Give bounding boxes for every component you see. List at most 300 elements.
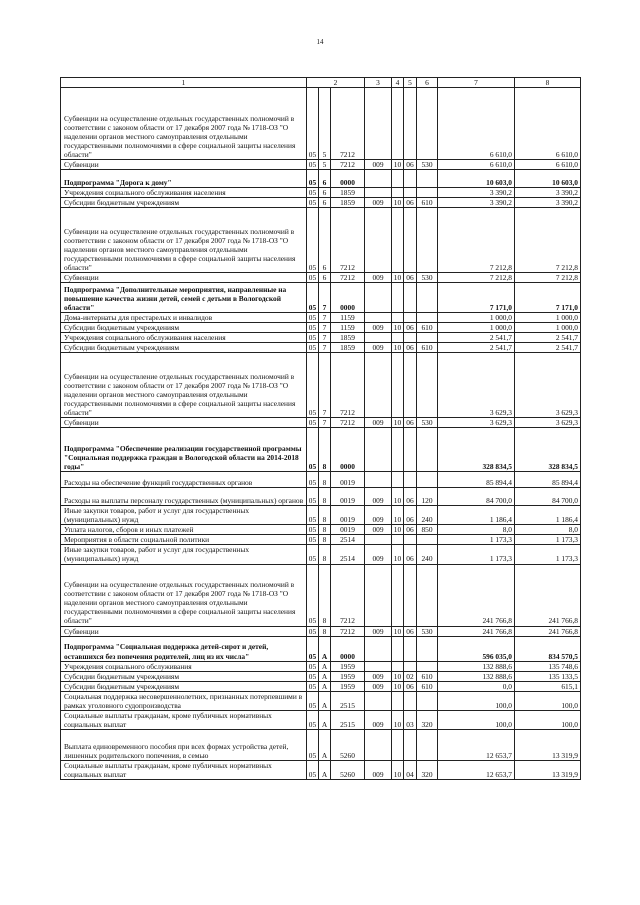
code-subsection: 06	[404, 626, 417, 636]
table-row	[61, 545, 581, 564]
code-ministry: 009	[365, 323, 392, 333]
header-cell: 4	[392, 78, 404, 88]
row-label: Субсидии бюджетным учреждениям	[61, 323, 307, 333]
row-label: Социальные выплаты гражданам, кроме публичных нормативных социальных выплат	[61, 760, 307, 779]
code-section-2: 10	[392, 681, 404, 691]
code-subsection	[404, 170, 417, 188]
code-subsection	[404, 208, 417, 273]
code-subprogram: 8	[319, 545, 331, 564]
code-subsection: 06	[404, 488, 417, 506]
code-target: 0019	[331, 488, 365, 506]
code-section: 05	[307, 564, 319, 626]
code-subsection	[404, 313, 417, 323]
row-label: Субвенции на осуществление отдельных государственных полномочий в соответствии с законом области от 17 декабря 2007 года № 1718-ОЗ "О наделении органов местного самоуправления отдельными государственными полномочиями в сфере социальной защиты населения области"	[61, 564, 307, 626]
amount-col-7: 8,0	[438, 525, 515, 535]
amount-col-7: 12 653,7	[438, 729, 515, 760]
code-section-2: 10	[392, 626, 404, 636]
code-target: 1159	[331, 323, 365, 333]
amount-col-8: 1 000,0	[515, 313, 581, 323]
row-label: Расходы на обеспечение функций государственных органов	[61, 472, 307, 488]
code-section: 05	[307, 472, 319, 488]
row-label: Субсидии бюджетным учреждениям	[61, 343, 307, 353]
code-subsection	[404, 333, 417, 343]
code-subprogram: 6	[319, 273, 331, 283]
code-subprogram: А	[319, 729, 331, 760]
code-subprogram: 5	[319, 88, 331, 160]
code-section-2: 10	[392, 760, 404, 779]
table-row	[61, 525, 581, 535]
code-section: 05	[307, 323, 319, 333]
code-target: 1959	[331, 681, 365, 691]
code-section: 05	[307, 535, 319, 545]
table-row	[61, 681, 581, 691]
code-target: 0019	[331, 506, 365, 525]
code-target: 7212	[331, 160, 365, 170]
code-expense-type	[417, 428, 438, 472]
table-row	[61, 729, 581, 760]
table-row	[61, 188, 581, 198]
code-subprogram: 7	[319, 283, 331, 313]
code-section: 05	[307, 313, 319, 323]
code-subsection: 04	[404, 760, 417, 779]
amount-col-7: 132 888,6	[438, 661, 515, 671]
code-section: 05	[307, 506, 319, 525]
code-section: 05	[307, 681, 319, 691]
code-section: 05	[307, 333, 319, 343]
code-subprogram: 8	[319, 488, 331, 506]
code-subprogram: А	[319, 691, 331, 710]
table-row	[61, 535, 581, 545]
code-ministry	[365, 353, 392, 418]
code-ministry	[365, 691, 392, 710]
code-subsection	[404, 691, 417, 710]
code-subprogram: 7	[319, 333, 331, 343]
table-row	[61, 160, 581, 170]
code-section-2: 10	[392, 710, 404, 729]
code-target: 1859	[331, 188, 365, 198]
code-subsection	[404, 353, 417, 418]
amount-col-8: 834 570,5	[515, 636, 581, 661]
code-target: 2514	[331, 545, 365, 564]
code-expense-type	[417, 691, 438, 710]
code-subsection	[404, 564, 417, 626]
code-expense-type	[417, 472, 438, 488]
row-label: Мероприятия в области социальной политики	[61, 535, 307, 545]
code-subprogram: А	[319, 661, 331, 671]
code-target: 2514	[331, 535, 365, 545]
table-row	[61, 710, 581, 729]
table-row	[61, 488, 581, 506]
row-label: Подпрограмма "Дополнительные мероприятия, направленные на повышение качества жизни детей, семей с детьми в Вологодской области"	[61, 283, 307, 313]
code-expense-type: 530	[417, 273, 438, 283]
code-target: 7212	[331, 88, 365, 160]
code-subprogram: 6	[319, 208, 331, 273]
amount-col-8: 3 629,3	[515, 353, 581, 418]
amount-col-7: 7 212,8	[438, 208, 515, 273]
amount-col-8: 1 173,3	[515, 535, 581, 545]
amount-col-7: 100,0	[438, 691, 515, 710]
code-subprogram: 8	[319, 626, 331, 636]
amount-col-7: 2 541,7	[438, 343, 515, 353]
row-label: Субвенции на осуществление отдельных государственных полномочий в соответствии с законом области от 17 декабря 2007 года № 1718-ОЗ "О наделении органов местного самоуправления отдельными государственными полномочиями в сфере социальной защиты населения области"	[61, 353, 307, 418]
amount-col-7: 0,0	[438, 681, 515, 691]
amount-col-7: 7 212,8	[438, 273, 515, 283]
row-label: Иные закупки товаров, работ и услуг для государственных (муниципальных) нужд	[61, 506, 307, 525]
code-target: 0000	[331, 170, 365, 188]
code-ministry: 009	[365, 671, 392, 681]
amount-col-8: 2 541,7	[515, 333, 581, 343]
code-subsection: 03	[404, 710, 417, 729]
code-subsection	[404, 283, 417, 313]
header-cell: 7	[438, 78, 515, 88]
code-section-2: 10	[392, 506, 404, 525]
row-label: Уплата налогов, сборов и иных платежей	[61, 525, 307, 535]
code-target: 7212	[331, 626, 365, 636]
code-section: 05	[307, 691, 319, 710]
code-target: 0019	[331, 472, 365, 488]
amount-col-7: 3 390,2	[438, 198, 515, 208]
amount-col-8: 100,0	[515, 691, 581, 710]
amount-col-8: 3 390,2	[515, 188, 581, 198]
code-section: 05	[307, 188, 319, 198]
code-target: 0019	[331, 525, 365, 535]
page-number: 14	[316, 38, 324, 46]
code-section: 05	[307, 671, 319, 681]
code-subsection: 06	[404, 418, 417, 428]
code-subsection: 06	[404, 273, 417, 283]
amount-col-8: 3 390,2	[515, 198, 581, 208]
table-row	[61, 661, 581, 671]
code-expense-type: 530	[417, 160, 438, 170]
row-label: Иные закупки товаров, работ и услуг для государственных (муниципальных) нужд	[61, 545, 307, 564]
amount-col-7: 3 390,2	[438, 188, 515, 198]
row-label: Подпрограмма "Дорога к дому"	[61, 170, 307, 188]
code-target: 5260	[331, 760, 365, 779]
code-ministry	[365, 170, 392, 188]
code-expense-type	[417, 170, 438, 188]
code-ministry: 009	[365, 760, 392, 779]
code-section: 05	[307, 636, 319, 661]
code-section-2	[392, 170, 404, 188]
code-subprogram: 8	[319, 472, 331, 488]
code-ministry: 009	[365, 681, 392, 691]
amount-col-8: 85 894,4	[515, 472, 581, 488]
code-ministry	[365, 535, 392, 545]
amount-col-8: 6 610,0	[515, 88, 581, 160]
code-target: 7212	[331, 418, 365, 428]
code-subsection	[404, 188, 417, 198]
code-section: 05	[307, 545, 319, 564]
code-expense-type	[417, 333, 438, 343]
code-section: 05	[307, 170, 319, 188]
amount-col-8: 6 610,0	[515, 160, 581, 170]
code-section: 05	[307, 273, 319, 283]
code-section-2	[392, 729, 404, 760]
code-section-2: 10	[392, 160, 404, 170]
code-target: 0000	[331, 636, 365, 661]
code-section: 05	[307, 198, 319, 208]
code-section-2	[392, 472, 404, 488]
code-expense-type: 320	[417, 760, 438, 779]
header-cell: 2	[307, 78, 365, 88]
code-ministry	[365, 88, 392, 160]
code-expense-type: 610	[417, 681, 438, 691]
amount-col-8: 1 173,3	[515, 545, 581, 564]
amount-col-8: 615,1	[515, 681, 581, 691]
amount-col-8: 13 319,9	[515, 729, 581, 760]
code-section-2	[392, 88, 404, 160]
code-subsection	[404, 472, 417, 488]
code-subprogram: 5	[319, 160, 331, 170]
code-expense-type: 240	[417, 506, 438, 525]
code-expense-type	[417, 636, 438, 661]
code-section-2	[392, 428, 404, 472]
amount-col-7: 1 000,0	[438, 323, 515, 333]
code-ministry	[365, 333, 392, 343]
table-row	[61, 626, 581, 636]
amount-col-8: 8,0	[515, 525, 581, 535]
code-section-2: 10	[392, 545, 404, 564]
code-section: 05	[307, 710, 319, 729]
table-row	[61, 208, 581, 273]
header-cell: 5	[404, 78, 417, 88]
table-row	[61, 198, 581, 208]
header-row	[61, 78, 581, 88]
code-subprogram: 8	[319, 506, 331, 525]
code-expense-type: 610	[417, 343, 438, 353]
code-ministry: 009	[365, 198, 392, 208]
code-subsection: 06	[404, 323, 417, 333]
amount-col-8: 135 133,5	[515, 671, 581, 681]
row-label: Учреждения социального обслуживания	[61, 661, 307, 671]
amount-col-7: 6 610,0	[438, 160, 515, 170]
row-label: Субвенции	[61, 273, 307, 283]
code-target: 1859	[331, 343, 365, 353]
code-section-2	[392, 283, 404, 313]
code-section-2	[392, 333, 404, 343]
row-label: Социальные выплаты гражданам, кроме публичных нормативных социальных выплат	[61, 710, 307, 729]
budget-table	[60, 77, 581, 780]
amount-col-7: 1 173,3	[438, 535, 515, 545]
code-subsection	[404, 428, 417, 472]
code-target: 7212	[331, 564, 365, 626]
code-target: 1859	[331, 198, 365, 208]
code-ministry: 009	[365, 488, 392, 506]
table-row	[61, 428, 581, 472]
code-section: 05	[307, 418, 319, 428]
code-section-2: 10	[392, 343, 404, 353]
amount-col-8: 135 748,6	[515, 661, 581, 671]
code-ministry	[365, 636, 392, 661]
row-label: Субсидии бюджетным учреждениям	[61, 198, 307, 208]
amount-col-8: 7 212,8	[515, 208, 581, 273]
header-cell: 1	[61, 78, 307, 88]
amount-col-8: 2 541,7	[515, 343, 581, 353]
code-section-2: 10	[392, 273, 404, 283]
code-subsection	[404, 535, 417, 545]
amount-col-8: 13 319,9	[515, 760, 581, 779]
code-ministry	[365, 564, 392, 626]
code-target: 7212	[331, 208, 365, 273]
code-expense-type	[417, 564, 438, 626]
amount-col-8: 1 186,4	[515, 506, 581, 525]
code-ministry: 009	[365, 506, 392, 525]
code-expense-type	[417, 729, 438, 760]
code-section-2	[392, 636, 404, 661]
table-row	[61, 88, 581, 160]
code-ministry	[365, 208, 392, 273]
amount-col-8: 84 700,0	[515, 488, 581, 506]
code-expense-type	[417, 313, 438, 323]
amount-col-8: 328 834,5	[515, 428, 581, 472]
table-row	[61, 564, 581, 626]
code-target: 0000	[331, 283, 365, 313]
table-row	[61, 472, 581, 488]
code-section: 05	[307, 525, 319, 535]
code-subprogram: А	[319, 760, 331, 779]
code-section-2: 10	[392, 488, 404, 506]
code-section-2: 10	[392, 525, 404, 535]
row-label: Субсидии бюджетным учреждениям	[61, 681, 307, 691]
code-ministry: 009	[365, 418, 392, 428]
table-row	[61, 418, 581, 428]
amount-col-7: 6 610,0	[438, 88, 515, 160]
amount-col-8: 10 603,0	[515, 170, 581, 188]
code-section-2	[392, 661, 404, 671]
header-cell: 3	[365, 78, 392, 88]
amount-col-7: 241 766,8	[438, 564, 515, 626]
code-section-2: 10	[392, 198, 404, 208]
code-subsection: 06	[404, 343, 417, 353]
amount-col-7: 100,0	[438, 710, 515, 729]
amount-col-7: 85 894,4	[438, 472, 515, 488]
code-section: 05	[307, 760, 319, 779]
code-ministry	[365, 661, 392, 671]
code-section: 05	[307, 88, 319, 160]
code-target: 1959	[331, 671, 365, 681]
code-expense-type: 120	[417, 488, 438, 506]
code-expense-type	[417, 208, 438, 273]
amount-col-8: 1 000,0	[515, 323, 581, 333]
table-row	[61, 343, 581, 353]
row-label: Подпрограмма "Социальная поддержка детей-сирот и детей, оставшихся без попечения родителей, лиц из их числа"	[61, 636, 307, 661]
table-row	[61, 760, 581, 779]
code-subsection	[404, 88, 417, 160]
code-expense-type: 850	[417, 525, 438, 535]
code-subsection: 06	[404, 681, 417, 691]
row-label: Субсидии бюджетным учреждениям	[61, 671, 307, 681]
code-subsection: 06	[404, 198, 417, 208]
code-subsection	[404, 729, 417, 760]
code-target: 2515	[331, 691, 365, 710]
code-expense-type	[417, 353, 438, 418]
code-subsection: 06	[404, 525, 417, 535]
code-subprogram: 7	[319, 343, 331, 353]
code-subsection	[404, 636, 417, 661]
code-section: 05	[307, 353, 319, 418]
table-row	[61, 323, 581, 333]
code-section-2	[392, 353, 404, 418]
amount-col-8: 7 212,8	[515, 273, 581, 283]
code-section: 05	[307, 428, 319, 472]
code-subprogram: 6	[319, 198, 331, 208]
amount-col-8: 7 171,0	[515, 283, 581, 313]
code-expense-type	[417, 283, 438, 313]
table-row	[61, 671, 581, 681]
header-cell: 6	[417, 78, 438, 88]
amount-col-7: 328 834,5	[438, 428, 515, 472]
code-target: 1959	[331, 661, 365, 671]
code-subprogram: 7	[319, 323, 331, 333]
code-section: 05	[307, 729, 319, 760]
amount-col-7: 1 186,4	[438, 506, 515, 525]
table-row	[61, 333, 581, 343]
amount-col-7: 241 766,8	[438, 626, 515, 636]
code-section-2	[392, 535, 404, 545]
code-subprogram: 7	[319, 418, 331, 428]
amount-col-7: 132 888,6	[438, 671, 515, 681]
code-section-2: 10	[392, 671, 404, 681]
code-section-2	[392, 188, 404, 198]
table-row	[61, 506, 581, 525]
code-subprogram: 6	[319, 188, 331, 198]
code-ministry: 009	[365, 343, 392, 353]
row-label: Выплата единовременного пособия при всех формах устройства детей, лишенных родительского попечения, в семью	[61, 729, 307, 760]
amount-col-7: 596 035,0	[438, 636, 515, 661]
code-target: 7212	[331, 273, 365, 283]
code-ministry: 009	[365, 525, 392, 535]
code-section-2	[392, 564, 404, 626]
amount-col-7: 12 653,7	[438, 760, 515, 779]
amount-col-8: 100,0	[515, 710, 581, 729]
row-label: Субвенции на осуществление отдельных государственных полномочий в соответствии с законом области от 17 декабря 2007 года № 1718-ОЗ "О наделении органов местного самоуправления отдельными государственными полномочиями в сфере социальной защиты населения области"	[61, 208, 307, 273]
code-target: 1859	[331, 333, 365, 343]
code-expense-type: 240	[417, 545, 438, 564]
row-label: Расходы на выплаты персоналу государственных (муниципальных) органов	[61, 488, 307, 506]
code-subprogram: 8	[319, 525, 331, 535]
code-subprogram: 6	[319, 170, 331, 188]
amount-col-7: 3 629,3	[438, 353, 515, 418]
code-subprogram: А	[319, 710, 331, 729]
code-ministry: 009	[365, 710, 392, 729]
code-target: 5260	[331, 729, 365, 760]
row-label: Дома-интернаты для престарелых и инвалидов	[61, 313, 307, 323]
amount-col-7: 1 173,3	[438, 545, 515, 564]
code-section-2	[392, 208, 404, 273]
table-row	[61, 170, 581, 188]
table-row	[61, 636, 581, 661]
code-ministry	[365, 188, 392, 198]
amount-col-7: 10 603,0	[438, 170, 515, 188]
code-expense-type: 530	[417, 626, 438, 636]
table-row	[61, 313, 581, 323]
code-expense-type: 610	[417, 323, 438, 333]
code-ministry: 009	[365, 160, 392, 170]
code-target: 0000	[331, 428, 365, 472]
code-subsection	[404, 661, 417, 671]
code-section-2	[392, 313, 404, 323]
code-ministry: 009	[365, 545, 392, 564]
table-row	[61, 353, 581, 418]
code-subsection: 02	[404, 671, 417, 681]
amount-col-7: 84 700,0	[438, 488, 515, 506]
code-subprogram: 8	[319, 428, 331, 472]
code-ministry	[365, 428, 392, 472]
amount-col-7: 7 171,0	[438, 283, 515, 313]
row-label: Учреждения социального обслуживания населения	[61, 333, 307, 343]
row-label: Подпрограмма "Обеспечение реализации государственной программы "Социальная поддержка граждан в Вологодской области на 2014-2018 годы"	[61, 428, 307, 472]
amount-col-7: 1 000,0	[438, 313, 515, 323]
